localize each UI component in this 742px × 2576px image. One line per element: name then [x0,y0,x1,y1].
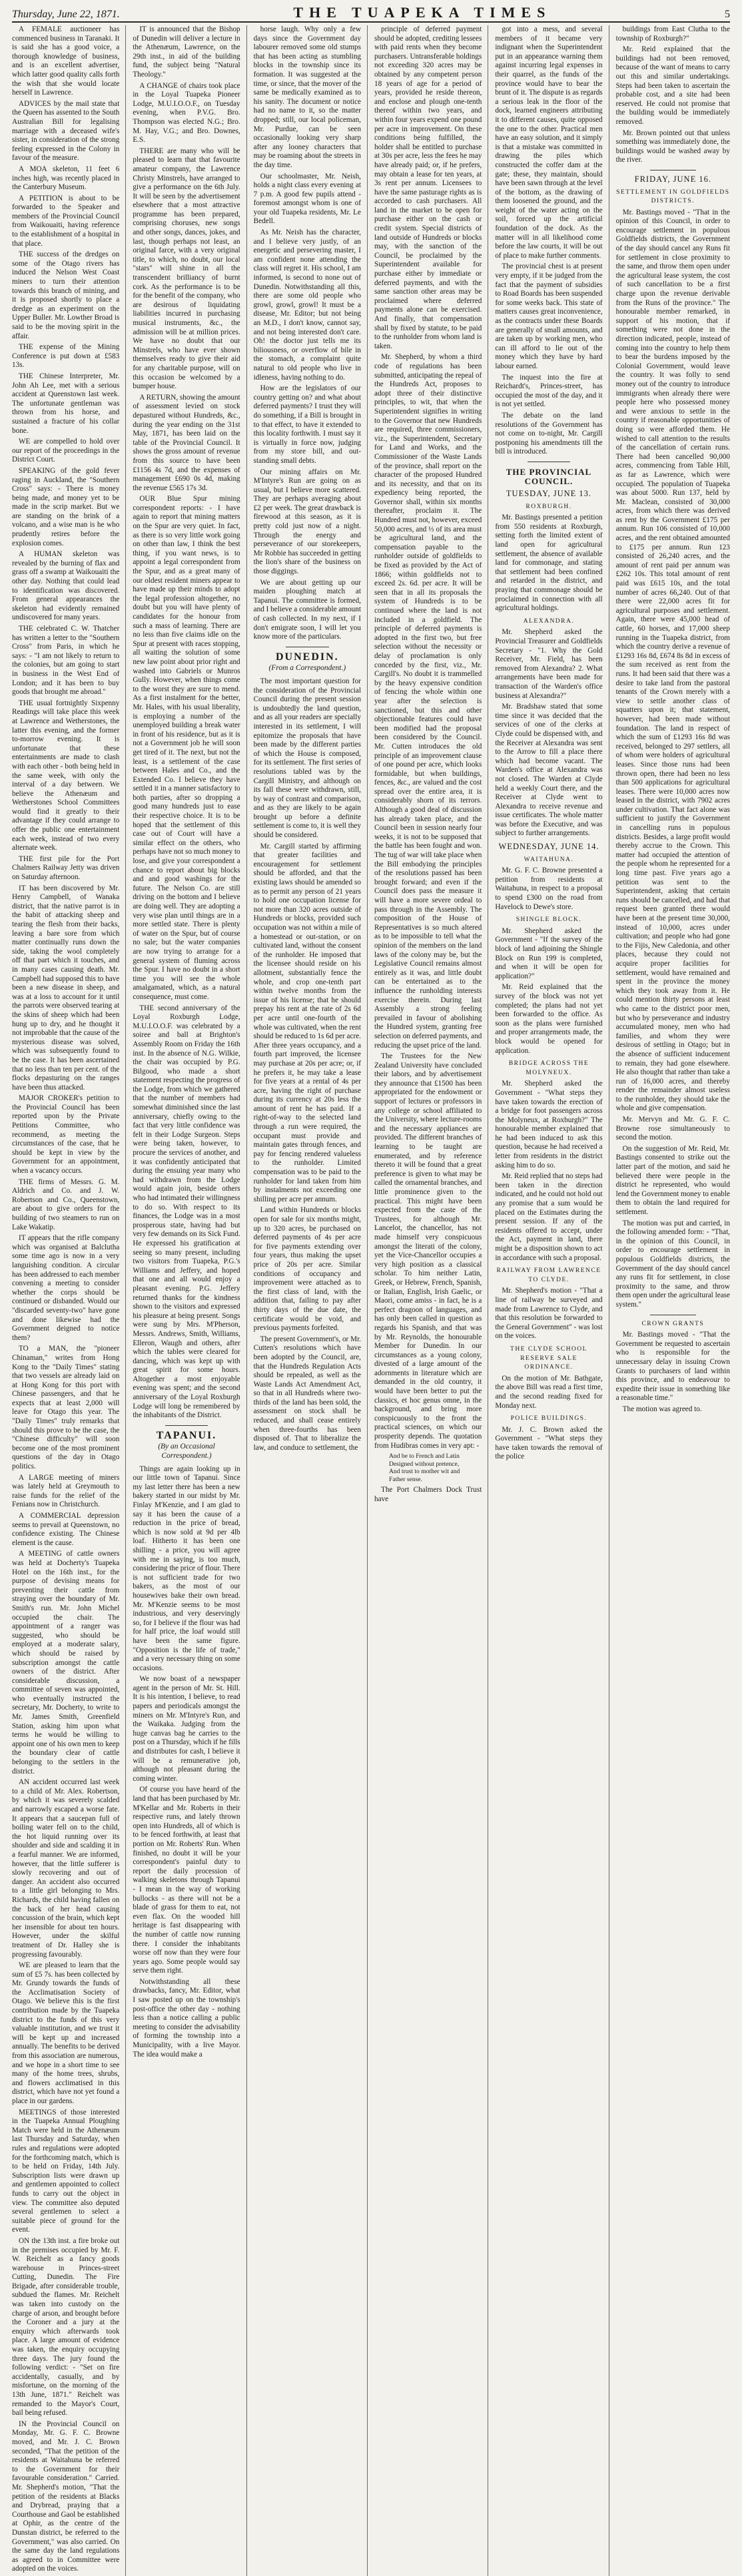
tapanui-paragraphs [133,1465,240,2060]
wednesday-heading: WEDNESDAY, JUNE 14. [498,842,599,852]
article-paragraph: THE first pile for the Port Chalmers Railway Jetty was driven on Saturday afternoon. [12,854,120,882]
dunedin-paragraphs [254,677,361,1452]
article-paragraph: We now boast of a newspaper agent in the person of Mr. St. Hill. It is his intention, I believe, to read papers and periodicals amongst the miners on Mr. M'Intyre's Run, and the Waikaka. Judging from the huge canvas bag he carries to the post on a Thursday, which if he fills and distributes for cash, I believe it will be a remunerative job, although not pleasant during the coming winter. [133,1675,240,1783]
article-paragraph: A MEETING of cattle owners was held at Docherty's Tuapeka Hotel on the 16th inst., for the purpose of devising means for preventing their cattle from straying over the boundary of Mr. Smith's run. Mr. John Michel occupied the chair. The appointment of a ranger was suggested, who should be employed at a moderate salary, which should be raised by subscription amongst the cattle owners of the district. After considerable discussion, a committee of seven was appointed, who eventually instructed the secretary, Mr. Docherty, to write to Mr. James Smith, Greenfield Station, asking him upon what terms he would be willing to appoint one of his own men to keep the boundary clear of cattle belonging to the settlers in the district. [12,1550,120,1775]
column-1 [12,25,126,2576]
quote-line: Designed without pretence, [388,1460,460,1468]
article-paragraph: The Trustees for the New Zealand University have concluded their labors, and by advertisement they announce that £1500 has been appropriated for the endowment or support of lectures or professors in any college or school affiliated to the University, where lecture-rooms and the necessary appliances are provided. The different branches of learning to be taught are enumerated, and by reference thereto it will be found that a great preference is given to what may be called the ornamental branches, and little prominence given to the practical. This might have been expected from the caste of the Trustees, for although Mr. Lancelot, the chancellor, has not made himself very conspicuous amongst the literati of the colony, yet the Vice-Chancellor occupies a very high position as a classical scholar. To him neither Latin, Greek, or Hebrew, French, Spanish, or Italian, English, Irish Gaelic, or Maori, come amiss - in fact, he is a perfect dragoon of languages, and has only been called in question as regards his Spanish, and that was by Mr. Reynolds, the honourable Member for Dunedin. In our circumstances as a young colony, divested of a large amount of the adornments in literature which are demanded in the old country, it would have been better to put the classics, et hoc genus omne, in the background, and bring more conspicuously to the front the practical sciences, on which our prosperity depends. The quotation from Hudibras comes in very apt: - [374,1052,482,1450]
article-paragraph: Things are again looking up in our little town of Tapanui. Since my last letter there has been a new bakery started in our midst by Mr. Finlay M'Kenzie, and I am glad to say it has been the cause of a reduction in the price of bread, which is now sold at 9d per 4lb loaf. Hitherto it has been one shilling - a price, you will agree with me in saying, is too much, considering the price of flour. There is not sufficient trade for two bakers, as the most of our housewives bake their own bread. Mr. M'Kenzie seems to be most industrious, and very deservingly so, for I believe if the flour was had for half price, the loaf would still have been the same figure. "Opposition is the life of trade," and a very necessary thing on some occasions. [133,1464,240,1672]
quote-line: Father sense. [388,1475,423,1483]
tapanui-heading: TAPANUI. [156,1429,217,1441]
news-paragraphs-col1 [12,25,119,2574]
article-paragraph: IT appears that the rifle company which was organised at Balclutha some time ago is now in a very languishing condition. A circular has been addressed to each member convening a meeting to consider whether the corps should be continued or disbanded. Would our "discarded seventy-two" have gone and done likewise had the Government deigned to notice them? [12,1234,120,1342]
column-4 [374,25,488,2576]
article-paragraph: How are the legislators of our country getting on? and what about deferred payments? I trust they will do something, if a Bill is brought in to that effect, to have it extended to this locality forthwith. I must say it is virtually in force now, judging from my store bill, and out-standing small debts. [253,384,361,465]
article-paragraph: Mr. Bastings moved - "That the Government be requested to ascertain who is responsible for the unnecessary delay in issuing Crown Grants to purchasers of land within this province, and to endeavour to expedite their issue in something like a reasonable time." [615,1331,730,1403]
friday-heading: FRIDAY, JUNE 16. [634,174,711,184]
dunedin-byline: (From a Correspondent.) [268,664,346,673]
article-paragraph: IT has been discovered by Mr. Henry Campbell, of Wanaka district, that the native parrot is in the habit of attacking sheep and tearing the flesh from their backs, leaving a bare sore from which matter continually runs down the side, taking the wool completely off that part which it touches, and in many cases causing death. Mr. Campbell had supposed this to have been a new disease in sheep, and was at a loss to account for it until the parrots were observed tearing at the skins of sheep which had been hung up to dry, and he thought it not improbable that the cause of the mysterious disease was solved, which was subsequently found to be the case. It has been ascertained that no less than ten per cent. of the flocks depasturing on the ranges have been thus attacked. [12,884,120,1092]
newspaper-title: THE TUAPEKA TIMES [293,4,552,21]
article-paragraph: The most important question for the consideration of the Provincial Council during the present session is undoubtedly the land question, and as all your readers are specially interested in its settlement, I will epitomize the proposals that have been made by the different parties of which the House is composed, for its settlement. The first series of resolutions tabled was by the Cargill Ministry, and although on its fall these were withdrawn, still, by way of contrast and comparison, and as they are likely to be again brought up before a definite settlement is come to, it is well they should be considered. [253,677,361,840]
news-paragraphs-col2 [133,25,240,1421]
article-paragraph: THE success of the dredges on some of the Otago rivers has induced the Nelson West Coast miners to turn their attention towards this branch of mining, and it is proposed shortly to place a dredge as an experiment on the Upper Buller. Mr. Lowther Broad is said to be the moving spirit in the affair. [12,250,120,340]
settlement-paragraphs [616,208,730,1310]
article-paragraph: IT is announced that the Bishop of Dunedin will deliver a lecture in the Athenæum, Lawrence, on the 29th inst., in aid of the building fund, the subject being "Natural Theology." [133,25,240,79]
article-paragraph: A COMMERCIAL depression seems to prevail at Queenstown, no confidence existing. The Chinese element is the cause. [12,1512,120,1547]
bridge-answer: Mr. Reid replied that no steps had been taken in the direction indicated, and he could not hold out any promise that a sum would be placed on the Estimates during the present session. If any of the residents offered to accept, under the Act, payment in land, there might be a disposition shown to act in accordance with such a proposal. [495,1172,603,1262]
railway-heading: RAILWAY FROM LAWRENCE TO CLYDE. [496,1267,601,1283]
article-paragraph: THE expense of the Mining Conference is put down at £583 13s. [12,343,120,370]
column-5 [495,25,609,2576]
article-paragraph: THE firms of Messrs. G. M. Aldrich and Co. and J. W. Robertson and Co., Queenstown, are about to give orders for the building of two steamers to run on Lake Wakatip. [12,1177,120,1231]
article-paragraph: Land within Hundreds or blocks open for sale for six months might, up to 320 acres, be purchased on deferred payments of 4s per acre for five payments extending over four years, thus making the upset price of 20s per acre. Similar conditions of occupancy and improvement were attached as to the first class of land, with the addition that, failing to pay after thirty days of the due date, the certificate would be void, and previous payments forfeited. [253,1206,361,1333]
article-paragraph: A FEMALE auctioneer has commenced business in Taranaki. It is said she has a good voice, a thorough knowledge of business, and is an excellent advertiser, which latter good quality calls forth the wish that she would locate herself in Lawrence. [12,25,120,97]
article-paragraph: The motion was put and carried, in the following amended form: - "That, in the opinion of this Council, in order to encourage settlement in populous Goldfields districts, the Government of the day should cancel any runs fit for settlement, in close proximity to the same, and throw them open under the agricultural lease system." [615,1219,730,1309]
police-buildings-continued [616,25,730,165]
article-paragraph: THERE are many who will be pleased to learn that that favourite amateur company, the Lawrence Christy Minstrels, have arranged to give a performance on the 6th July. It will be seen by the advertisement elsewhere that a most attractive programme has been prepared, comprising choruses, new songs and other songs, dances, jokes, and last, though perhaps not least, an original farce, with a very original title, to which, no doubt, our local "stars" will shine in all the transcendent brilliancy of burnt cork. As the performance is to be for the benefit of the company, who are desirous of liquidating liabilities incurred in purchasing musical instruments, &c., the admission will be at million prices. We have no doubt that our Minstrels, who have ever shown themselves ready to give their aid for any charitable purpose, will on this occasion be welcomed by a bumper house. [133,147,240,391]
alexandra-answer: Mr. Bradshaw stated that some time since it was decided that the services of one of the clerks at Clyde could be dispensed with, and the Receiver at Alexandra was sent to the Arrow to fill a place there which had become vacant. The Warden's office at Alexandra was not closed. The Warden at Clyde held a weekly Court there, and the Receiver at Clyde went to Alexandra to receive revenue and issue certificates. The whole matter was before the Executive, and was subject to further arrangements. [495,703,603,838]
waitahuna-text: Mr. G. F. C. Browne presented a petition from residents at Waitahuna, in respect to a proposal to spend £300 on the road from Havelock to Dewe's store. [495,866,603,911]
article-paragraph: Of course you have heard of the land that has been purchased by Mr. M'Kellar and Mr. Roberts in their respective runs, and lately thrown open into Hundreds, all of which is to be fenced forthwith, at least that portion on Mr. Roberts' Run. When finished, no doubt it will be your correspondent's painful duty to report the daily procession of walking skeletons through Tapanui - I mean in the way of working bullocks - as there will not be a blade of grass for them to eat, not even flax. On the wooded hill heritage is fast disappearing with the number of cattle now running there. I consider the inhabitants worse off now than they were four years ago. Some people would say serve them right. [133,1785,240,1975]
article-paragraph: A HUMAN skeleton was revealed by the burning of flax and grass off a swamp at Waikouaiti the other day. Nothing that could lead to identification was discovered. From general appearances the skeleton had evidently remained undiscovered for many years. [12,550,120,622]
quote-line: And trust to mother wit and [388,1468,460,1476]
article-paragraph: horse laugh. Why only a few days since the Government day labourer removed some old stumps that has been acting as stumbling blocks in the township since its formation. It was suggested at the time, or since, that the mover of the same be medically examined as to his sanity. The document or notice had no name to it, so the matter dropped; still, our local policeman, Mr. Purdue, can be seen occasionally looking very sharp after any looney characters that may be roaming about the streets in the day time. [253,25,361,169]
article-paragraph: OUR Blue Spur mining correspondent reports: - I have again to report that mining matters on the Spur are very quiet. In fact, as there is so very little work going on other than law, I think the best thing, if you want news, is to appoint a legal correspondent from the Spur, and as a great many of our oldest resident miners appear to have made up their minds to adopt the legal profession altogether, no doubt but you will have plenty of candidates for the honour from such a mass of learning. There are no less than five claims idle on the Spur at present with races stopping, all waiting the solution of some new law point about prior right and washed into Gabriels or Munros Gully. However, when things come to the worst they are sure to mend. As a first instalment for the better, Mr. Hales, with his usual liberality, is employing a number of the unemployed building a break water in front of his residence, but as it is not a Government job he will soon get tired of it. The next, but not the least, is a settlement of the case between Hales and Co., and the Extended Co. I believe they have settled it in a manner satisfactory to both parties, after so dropping a good many hundreds just to ease their respective choice. It is to be hoped that the settlement of this case out of Court will have a similar effect on the others, who perhaps have not so much money to lose, and give your correspondent a chance to report about big blocks and and good washings for the future. The Nelson Co. are still driving on the bottom and I believe are doing well. They are adopting a very wise plan until things are in a more settled state. There is plenty of water on the Spur, but of course no sale; but the water companies are now trying to arrange for a general system of fluming across the Spur. I have no doubt in a short time you will see the whole amalgamated, which, as a natural consequence, must come. [133,495,240,1001]
article-paragraph: A PETITION is about to be forwarded to the Speaker and members of the Provincial Council from Waikouaiti, having reference to the establishment of a hospital in that place. [12,194,120,248]
column-2 [133,25,246,2576]
article-paragraph: A CHANGE of chairs took place in the Loyal Tuapeka Pioneer Lodge, M.U.I.O.O.F., on Tuesday evening, when P.V.G. Bro. Thompson was elected N.G.; Bro. M. Hay, V.G.; and Bro. Downes, E.S. [133,81,240,145]
article-paragraph: WE are compelled to hold over our report of the proceedings in the District Court. [12,438,120,464]
dunedin-continued [374,25,482,1450]
shingle-question: Mr. Shepherd asked the Government - "If the survey of the block of land adjoining the Shingle Block on Run 199 is completed, and when it will be open for application?" [495,926,603,980]
article-paragraph: Our schoolmaster, Mr. Neish, holds a night class every evening at 7 p.m. A good few pupils attend - foremost amongst whom is one of your old Tuapeka residents, Mr. Le Bedell. [253,172,361,226]
article-paragraph: A LARGE meeting of miners was lately held at Greymouth to raise funds for the relief of the Fenians now in Christchurch. [12,1473,120,1509]
article-paragraph: Notwithstanding all these drawbacks, fancy, Mr. Editor, what I saw posted up on the township's post-office the other day - nothing less than a notice calling a public meeting to consider the advisability of forming the township into a Municipality, with a live Mayor. The idea would make a [133,1977,240,2059]
police-buildings-text: Mr. J. C. Brown asked the Government - "What steps they have taken towards the removal of the police [495,1425,603,1461]
roxburgh-text: Mr. Bastings presented a petition from 550 residents at Roxburgh, setting forth the limited extent of land open for agricultural settlement, the absence of available land for commonage, and stating that settlement had been confined and retarded in the district, and praying that commonage should be proclaimed in connection with all agricultural holdings. [495,513,603,613]
crown-grants-paragraphs [616,1331,730,1414]
waitahuna-heading: WAITAHUNA. [524,856,574,863]
article-paragraph: THE celebrated C. W. Thatcher has written a letter to the "Southern Cross" from Paris, in which he says: - "I am not likely to return to the colonies, but am going to start in business in the West End of London; and it has been to buy goods that brought me abroad." [12,625,120,697]
column-3 [254,25,368,2576]
crown-grants-heading: CROWN GRANTS [641,1320,705,1327]
settlement-heading: SETTLEMENT IN GOLDFIELDS DISTRICTS. [616,188,730,205]
quote-line: And be to French and Latin [388,1452,460,1460]
article-paragraph: Mr. Reid explained that the buildings had not been removed, because of the want of means to carry out this and similar undertakings. Steps had been taken to ascertain the probable cost, and a site had been reserved. He could not promise that the building would be immediately removed. [615,45,730,126]
article-paragraph: The inquest into the fire at Reichardt's, Princes-street, has occupied the most of the day, and it is not yet settled. [495,373,603,409]
article-paragraph: A MOA skeleton, 11 feet 6 inches high, was recently placed in the Canterbury Museum. [12,164,120,192]
provincial-council-heading: THE PROVINCIAL COUNCIL. [506,466,592,486]
clyde-school-heading: THE CLYDE SCHOOL RESERVE SALE ORDINANCE. [510,1345,587,1371]
article-paragraph: got into a mess, and several members of it became very indignant when the Superintendent put in an appearance warning them against incurring legal expenses in their quarrel, as the funds of the province would have to bear the brunt of it. The dispute is as regards a serious leak in the floor of the dock, learned engineers attributing it to different causes, quite opposed the one to the other. Practical men have an easy solution, and it simply is that a mistake was committed in drawing the piles which constructed the coffer dam at the gate; these, they maintain, should have been sawn through at the level of the bottom, as the drawing of them loosened the ground, and the weight of the water acting on the soil, forced up the artificial foundation of the dock. As the matter will in all likelihood come before the law courts, it will be out of place to make further comments. [495,25,603,260]
article-paragraph: Mr. Shepherd, by whom a third code of regulations has been submitted, anticipating the repeal of the Hundreds Act, proposes to adopt three of their distinctive principles, to wit, that when the Superintendent signifies in writing to the Governor that new Hundreds are required, three commissioners, viz., the Superintendent, Secretary for Land and Works, and the Commissioner of the Waste Lands of the province, shall report on the character of the proposed Hundred and its necessity, and that on its expediency being reported, the Governor shall, within six months thereafter, proclaim it. The Hundred must not, however, exceed 50,000 acres, and ⅓ of its area must be agricultural land, and the compensation payable to the runholder outside of goldfields to be fixed as provided by the Act of 1866; within goldfields not to exceed 2s. 6d. per acre. It will be seen that in all its proposals the system of Hundreds is to be continued where the land is not included in a goldfield. The principle of deferred payments is adopted in the first two, but free selection without the necessity or delay of proclamation is only conceded by the first, viz., Mr. Cargill's. No doubt it is trammelled by the heavy expensive condition of fencing the whole within one year after the selection is sanctioned, but this and other objectionable features could have been modified had the proposal been considered by the Council. Mr. Cutten introduces the old principle of an improvement clause of one pound per acre, which looks formidable, but when buildings, fences, &c., are valued and the cost spread over the entire area, it is considerably shorn of its terrors. Although a good deal of discussion has already taken place, and the Council been in session nearly four weeks, it is not to be supposed that the battle has been fought and won. The tug of war will take place when the Bill embodying the principles of the resolutions passed has been brought forward; and even if the Council does pass the measure it will have a more severe ordeal to pass through in the Assembly. The composition of the House of Representatives is so much altered as to be impossible to tell what the opinion of the members on the land laws of the colony may be, but the Legislative Council remains almost entirely as it was, and little doubt can be entertained as to the influence the runholding interests exercise therein. During last Assembly a strong feeling prevailed in favour of abolishing the Hundred system, granting free selection on deferred payments, and reducing the upset price of the land. [374,353,482,1050]
masthead-date: Thursday, June 22, 1871. [12,9,120,20]
article-paragraph: THE second anniversary of the Loyal Roxburgh Lodge, M.U.I.O.O.F. was celebrated by a soiree and ball at Brighton's Assembly Room on Friday the 16th inst. In the absence of N.G. Wilkie, the chair was occupied by P.G. Bilgood, who made a short statement respecting the progress of the Lodge, from which we gathered that the number of members had somewhat diminished since the last anniversary, chiefly owing to the fact that very little confidence was felt in their Lodge Surgeon. Steps were being taken, however, to procure the services of another, and it was confidently anticipated that during the ensuing year many who had withdrawn from the Lodge would again join, beside others who had intimated their willingness to do so. With respect to its finances, the Lodge was in a most prosperous state, having had but very few demands on its Sick Fund. He expressed his gratification at seeing so many present, including two visitors from Tuapeka, P.G.'s Williams and Jeffery, and hoped that one and all would enjoy a pleasant evening. P.G. Jeffery returned thanks for the kindness shown to the visitors and expressed his pleasure at being present. Songs were sung by Mrs. M'Pherson, Messrs. Andrews, Smith, Williams, Elleron, Waugh and others, after which the tables were cleared for dancing, which was kept up with great spirit for some hours. Altogether a most enjoyable evening was spent; and the second anniversary of the Loyal Roxburgh Lodge will long be remembered by the inhabitants of the District. [133,1004,240,1420]
article-paragraph: Our mining affairs on Mr. M'Intyre's Run are going on as usual, but I believe more scattered. They are perhaps averaging about £2 per week. The great drawback is firewood at this season, as it is pretty cold just now of a night. Through the energy and perseverance of our storekeepers, Mr Robbie has succeeded in getting the lion's share of the business on those diggings. [253,468,361,576]
article-paragraph: The Port Chalmers Dock Trust have [374,1486,482,1503]
article-paragraph: Mr. Bastings moved - "That in the opinion of this Council, in order to encourage settlement in populous Goldfields districts, the Government of the day should cancel any Runs fit for settlement in close proximity to the same, and throw them open under the agricultural lease system, the cost of such cancellation to be a first charge upon the revenue derivable from the Runs of the province." The honourable member remarked, in support of his motion, that if something were not done in the direction indicated, people, instead of coming into the country to help them to bear the burdens imposed by the Colonial Government, would leave the country. It was folly to send money out of the country to introduce immigrants when already there were people here who possessed money and were anxious to settle in the country if reasonable opportunities of doing so were afforded them. He wished to call attention to the results of the cancellation of certain runs. There had been cancelled 90,000 acres, commencing from Table Hill, as far as Lawrence, which were occupied. The population of Tuapeka was about 5000. Run 137, held by Mr. Maclean, consisted of 30,000 acres, from which there was derived as rent by the Government £175 per annum. Run 106 consisted of 10,000 acres, and the rent obtained amounted to £175 per annum. Run 123 consisted of 26,240 acres, and the amount of rent paid per annum was £262 10s. This total amount of rent paid was £615 10s, and the total number of acres 66,240. Out of that there were 22,000 acres fit for agricultural purposes and settlement. Again, there were 45,000 head of cattle, 60 horses, and 17,000 sheep running in the Tuapeka district, from which the country derive a revenue of £1293 16s 8d, £674 8s 8d in excess of the sum received as rent from the runs. It had been said that there was a desire to take land from the pastoral tenants of the Crown merely with a view to settle another class of squatters upon it; that statement, however, had been made without foundation. The land in respect of which the sum of £1293 16s 8d was received, belonged to 297 settlers, all of whom were holders of agricultural leases. Since those runs had been thrown open, there had been no less than 500 applications for agricultural leases. There were 10,000 acres now leased in the district, with 7902 acres under cultivation. That fact alone was sufficient to justify the Government in cancelling runs in populous districts. Besides, a large profit would thereby accrue to the Crown. This matter had occupied the attention of the people whom he represented for a long time past. Five years ago a petition was sent to the Superintendent, asking that certain runs should be cancelled, and had that request been granted there would have been at the present time 30,000, instead of 10,000, acres under cultivation; and people who had gone to the Fijis, New Caledonia, and other places, because they could not acquire proper facilities for settlement, would have remained and spent in the province the money which they took away from it. He could mention thirty persons at least who came to the district poor men, but who by perseverance and industry accumulated money, men who had families, and whom they were desirous of settling in Otago; but in the absence of sufficient inducement to remain, they had gone elsewhere. He also thought that rather than take a run of 16,000 acres, and thereby render the remainder almost useless to the runholder, they should take the whole and give compensation. [615,208,730,1113]
dunedin-closing [374,1486,482,1504]
tuesday-heading: TUESDAY, JUNE 13. [506,489,592,499]
shingle-answer: Mr. Reid explained that the survey of the block was not yet completed; the plans had not yet been forwarded to the office. As soon as the plans were furnished and proper arrangements made, the block would be opened for application. [495,983,603,1055]
article-paragraph: principle of deferred payment should be adopted, crediting lessees with paid rents when they become purchasers. Untransferable holdings not exceeding 320 acres may be obtained by any competent person 18 years of age for a period of years, provided he reside thereon, and enclose and plough one-tenth thereof within two years, and within four years expend one pound per acre in improvement. On these conditions being fulfilled, the holder shall be entitled to purchase at 30s per acre, less the fees he may have already paid; or, if he prefers, may obtain a lease for ten years, at 3s rent per annum. Licensees to have the same pasturage rights as is accorded to cash purchasers. All land in the market to be open for purchase either on the cash or credit system. Special districts of land outside of Hundreds or blocks may, with the sanction of the Council, be proclaimed by the Superintendent available for purchase either by immediate or deferred payments, and with the same sanction other areas may be proclaimed where deferred payments alone can be exercised. And finally, that compensation shall by fixed by statute, to be paid to the runholder from whom land is taken. [374,25,482,350]
alexandra-heading: ALEXANDRA. [523,617,575,625]
bridge-question: Mr. Shepherd asked the Government - "What steps they have taken towards the erection of a bridge for foot passengers across the Molyneux, at Roxburgh?" The honourable member explained that he had been induced to ask this question, because he had received a letter from residents in the district asking him to do so. [495,1080,603,1169]
shingle-block-heading: SHINGLE BLOCK. [516,916,582,924]
article-paragraph: IN the Provincial Council on Monday, Mr. G. F. C. Browne moved, and Mr. J. C. Brown seconded, "That the petition of the residents at Waitahuna be referred to the Government for their favourable consideration." Carried. Mr. Shepherd's motion, "That the petition of the residents at Blacks and Drybread, praying that a Courthouse and Gaol be established at Ophir, as the centre of the Dunstan district, be referred to the Government," was also carried. On the same day the land regulations as agreed to in Committee were adopted on the voices. [12,2419,120,2573]
article-columns [12,25,730,2573]
article-paragraph: ON the 13th inst. a fire broke out in the premises occupied by Mr. F. W. Reichelt as a fancy goods warehouse in Princes-street Cutting, Dunedin. The Fire Brigade, after considerable trouble, subdued the flames. Mr. Reichelt was taken into custody on the charge of arson, and brought before the Coroner and a jury at the enquiry which afterwards took place. A large amount of evidence was taken, the enquiry occupying three days. The jury found the following verdict: - "Set on fire accidentally, casually, and by misfortune, on the morning of the 13th June, 1871." Reichelt was remanded to the Mayor's Court, bail being refused. [12,2236,120,2417]
roxburgh-heading: ROXBURGH. [526,503,572,510]
police-buildings-heading: POLICE BUILDINGS. [510,1415,587,1423]
article-paragraph: MEETINGS of those interested in the Tuapeka Annual Ploughing Match were held in the Athenæum last Thursday and Saturday, when rules and regulations were adopted for the forthcoming match, which is to be held on Friday, 14th July. Subscription lists were drawn up and gentlemen appointed to collect funds to carry out the object in view. The committee also deputed several gentlemen to select a suitable piece of ground for the event. [12,2108,120,2234]
dunedin-heading: DUNEDIN. [275,651,339,663]
article-paragraph: As Mr. Neish has the character, and I believe very justly, of an energetic and persevering master, I am confident none attending the class will regret it. His school, I am informed, is second to none out of Dunedin. Notwithstanding all this, there are some old people who growl, growl, growl! It must be a disease, Mr. Editor; but not being an M.D., I don't know, cannot say, and not being interested don't care. Oh! the doctor just tells me its biliousness, or overflow of bile in the stomach, a complaint quite natural to old people who live in idleness, having nothing to do. [253,228,361,382]
railway-text: Mr. Shepherd's motion - "That a line of railway be surveyed and made from Lawrence to Clyde, and that this resolution be forwarded to the General Government" - was lost on the voices. [495,1287,603,1341]
article-paragraph: SPEAKING of the gold fever raging in Auckland, the "Southern Cross" says: - There is money being made, and money yet to be made in the scrip market. But we are standing on the brink of a volcano, and a wise man is he who prudently retires before the explosion comes. [12,466,120,547]
article-paragraph: On the suggestion of Mr. Reid, Mr. Bastings consented to strike out the latter part of the motion, and said he believed there were people in the district he represented, who would lend the Government money to enable them to obtain the land required for settlement. [615,1144,730,1216]
tapanui-continued [254,25,361,642]
article-paragraph: The provincial chest is at present very empty, if it be judged from the fact that the payment of subsidies to Road Boards has been suspended for some weeks back. This state of matters causes great inconvenience, as the contracts under these Boards are generally of small amounts, and are taken up by working men, who can ill afford to lie out of the money which they have by hard labour earned. [495,262,603,370]
article-paragraph: Mr. Brown pointed out that unless something was immediately done, the buildings would be washed away by the river. [615,129,730,164]
article-paragraph: Mr. Cargill started by affirming that greater facilities and encouragement for settlement should be afforded, and that the existing laws should be amended so as to permit any person of 21 years to hold one occupation license for not more than 320 acres outside of Hundreds or blocks, provided such occupation was not within a mile of a homestead or out-station, or on cultivated land, without the consent of the runholder. He imposed that the licensee should reside on his allotment, substantially fence the whole, and crop one-tenth part within twelve months from the issue of his license; that he should prepay his rent at the rate of 2s 6d per acre until one-fourth of the whole was cultivated, when the rent should be reduced to 1s 6d per acre. After three years occupancy, and a fourth part improved, the licensee may purchase at 20s per acre; or, if he prefers it, he may take a lease for five years at a rental of 4s per acre, having the right of purchase during its currency at 20s less the amount of rent he has paid. If a right-of-way to the selected land through a run were required, the occupant must provide and maintain gates through fences, and pay for fencing rendered valueless to the runholder. Limited compensation was to be paid to the runholder for land taken from him by instalments not exceeding one shilling per acre per annum. [253,842,361,1203]
article-paragraph: The motion was agreed to. [622,1405,702,1413]
article-paragraph: TO a MAN, the "pioneer Chinaman," writes from Hong Kong to the "Daily Times" stating that two vessels are already laid on at Hong Kong for this port with Chinese passengers, and that he expects that at least 2,000 will leave for Otago this year. The "Daily Times" truly remarks that should this prove to be the case, the "Chinese difficulty" will soon become one of the most prominent questions of the day in Otago politics. [12,1345,120,1471]
masthead [12,4,730,23]
article-paragraph: ADVICES by the mail state that the Queen has assented to the South Australian Bill for legalising marriage with a deceased wife's sister, in consideration of the strong feeling expressed in the Colony in favour of the measure. [12,99,120,162]
column-6 [616,25,730,2576]
hudibras-quote [374,1452,482,1483]
article-paragraph: The present Government's, or Mr. Cutten's resolutions which have been adopted by the Council, are, that the Hundreds Regulation Acts should be repealed, as well as the Waste Lands Act Amendment Act, so that in all Hundreds where two-thirds of the land has been sold, the assessment on stock shall be reduced, and shall cease entirely when three-fourths has been disposed of. That to liberalize the law, and conduce to settlement, the [253,1335,361,1452]
bridge-heading: BRIDGE ACROSS THE MOLYNEUX. [508,1060,589,1076]
article-paragraph: A RETURN, showing the amount of assessment levied on stock depastured without Hundreds, &c., during the year ending on the 31st May, 1871, has been laid on the table of the Provincial Council. It shows the gross amount of revenue from this source to have been £1156 4s 7d, and the expenses of management £690 0s 4d, making the revenue £565 17s 3d. [133,393,240,492]
article-paragraph: AN accident occurred last week to a child of Mr. Alex. Robertson, by which it was severely scalded and narrowly escaped a worse fate. It appears that a saucepan full of boiling water fell on to the child, the hot liquid running over its shoulder and side and scalding it in a fearful manner. We are informed, however, that the little sufferer is slowly recovering and out of danger. An accident also occurred to a little girl belonging to Mrs. Richards, the child having fallen on the back of her head causing concussion of the brain, which kept her insensible for about ten hours. However, under the skilful treatment of Dr. Halley she is progressing favourably. [12,1778,120,1959]
article-paragraph: THE usual fortnightly Sixpenny Readings will take place this week at Lawrence and Wetherstones, the latter this evening, and the former to-morrow evening. It is unfortunate that these entertainments are made to clash with each other - both being held in the same week, with only the interval of a day between. We believe the Athenæum and Wetherstones School Committees would find it greatly to their advantage if they could arrange to offer the public one entertainment each week, instead of two every alternate week. [12,699,120,852]
tapanui-byline: (By an Occasional Correspondent.) [158,1443,215,1460]
alexandra-question: Mr. Shepherd asked the Provincial Treasurer and Goldfields Secretary - "1. Why the Gold Receiver, Mr. Field, has been removed from Alexandra? 2. What arrangements have been made for transaction of the Warden's office business at Alexandra?" [495,628,603,700]
dunedin-final-paragraphs [495,25,602,457]
column-divider [165,1425,208,1426]
article-paragraph: WE are pleased to learn that the sum of £5 7s. has been collected by Mr. Grundy towards the funds of the Acclimatisation Society of Otago. We believe this is the first contribution made by the Tuapeka district to the funds of this very valuable institution, and we trust it will be kept up and increased annually. The benefits to be derived from this association are numerous, and we hope in a short time to see many of the home trees, shrubs, and flowers acclimatised in this district, which have not yet found a place in our gardens. [12,1961,120,2105]
article-paragraph: MAJOR CROKER's petition to the Provincial Council has been reported upon by the Private Petitions Committee, who recommend, as meeting the circumstances of the case, that he should be kept in view by the Government for an appointment, when a vacancy occurs. [12,1094,120,1175]
article-paragraph: THE Chinese Interpreter, Mr. John Ah Lee, met with a serious accident at Queenstown last week. The unfortunate gentleman was thrown from his horse, and sustained a fracture of his collar bone. [12,372,120,435]
article-paragraph: We are about getting up our maiden ploughing match at Tapanui. The committee is formed, and I believe a considerable amount of cash collected. In my next, if I don't emigrate soon, I will let you know more of the particulars. [253,578,361,641]
clyde-school-text: On the motion of Mr. Bathgate, the above Bill was read a first time, and the second reading fixed for Monday next. [495,1374,603,1410]
page-number: 5 [724,9,730,20]
article-paragraph: Mr. Mervyn and Mr. G. F. C. Browne rose simultaneously to second the motion. [615,1116,730,1142]
article-paragraph: buildings from East Clutha to the township of Roxburgh?" [615,25,730,43]
article-paragraph: The debate on the land resolutions of the Government has not come on to-night, Mr. Cargill postponing his amendments till the bill is introduced. [495,411,603,456]
